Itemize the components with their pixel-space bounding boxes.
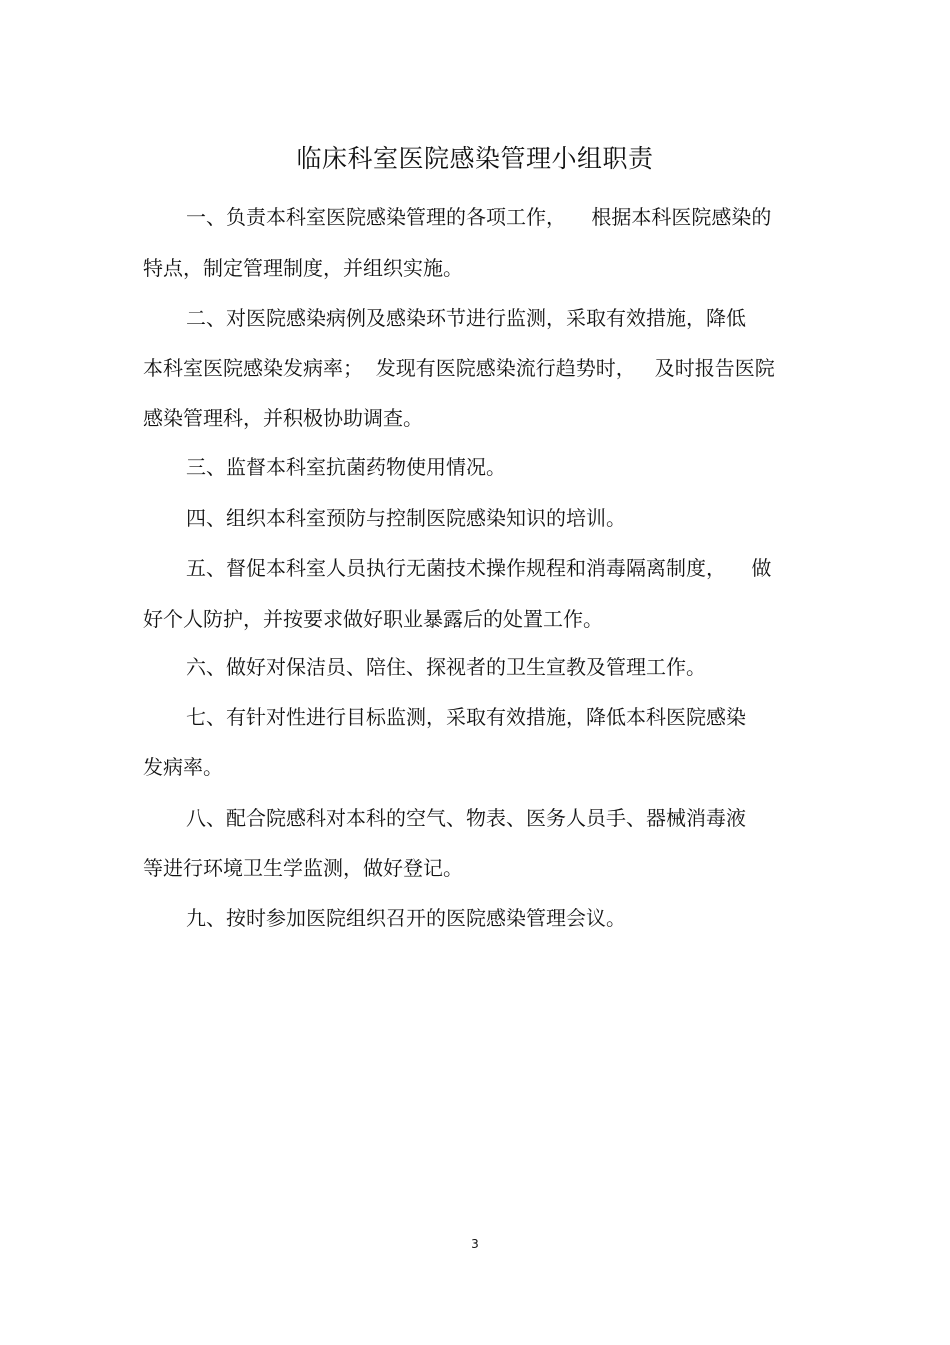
text-line-12: 发病率。 — [143, 755, 223, 779]
text-line-15: 九、按时参加医院组织召开的医院感染管理会议。 — [186, 906, 626, 930]
text-line-5: 感染管理科，并积极协助调查。 — [143, 406, 423, 430]
text-line-4: 本科室医院感染发病率； 发现有医院感染流行趋势时， 及时报告医院 — [143, 356, 775, 380]
text-line-1: 一、负责本科室医院感染管理的各项工作， 根据本科医院感染的 — [186, 205, 772, 229]
text-line-7: 四、组织本科室预防与控制医院感染知识的培训。 — [186, 506, 626, 530]
document-title: 临床科室医院感染管理小组职责 — [296, 144, 654, 173]
text-line-9: 好个人防护，并按要求做好职业暴露后的处置工作。 — [143, 607, 603, 631]
text-line-6: 三、监督本科室抗菌药物使用情况。 — [186, 455, 506, 479]
text-line-2: 特点，制定管理制度，并组织实施。 — [143, 256, 463, 280]
text-line-14: 等进行环境卫生学监测，做好登记。 — [143, 856, 463, 880]
text-line-11: 七、有针对性进行目标监测，采取有效措施，降低本科医院感染 — [186, 705, 746, 729]
text-line-10: 六、做好对保洁员、陪住、探视者的卫生宣教及管理工作。 — [186, 655, 706, 679]
page-number: 3 — [471, 1237, 479, 1251]
text-line-3: 二、对医院感染病例及感染环节进行监测，采取有效措施，降低 — [186, 306, 746, 330]
text-line-8: 五、督促本科室人员执行无菌技术操作规程和消毒隔离制度， 做 — [186, 556, 772, 580]
text-line-13: 八、配合院感科对本科的空气、物表、医务人员手、器械消毒液 — [186, 806, 746, 830]
